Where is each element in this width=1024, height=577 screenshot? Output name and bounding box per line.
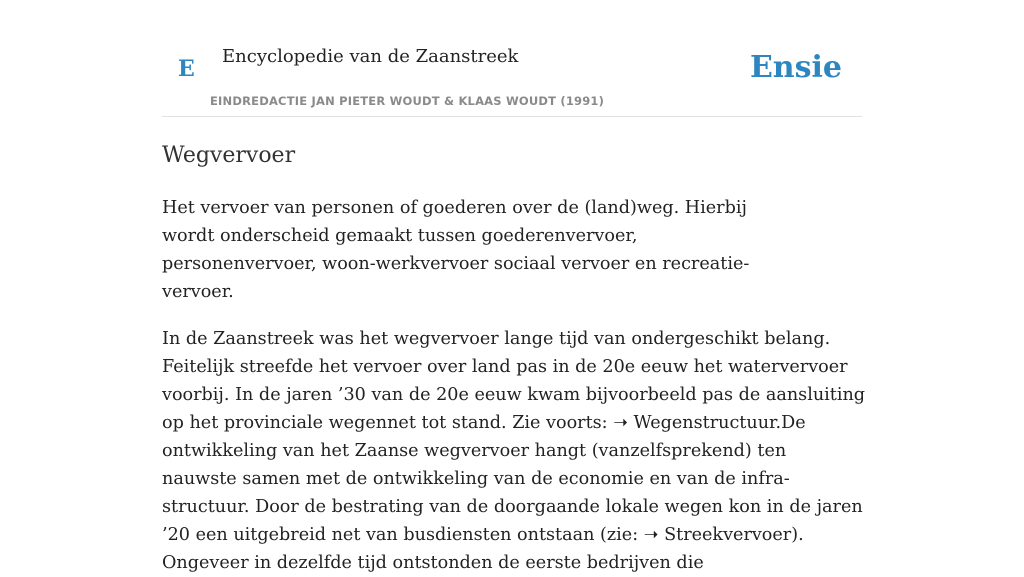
article-title: Wegvervoer [162, 143, 296, 168]
paragraph-2-text-3: ). Ongeveer in dezelfde tijd ontstonden de eerste bedrijven die [162, 525, 804, 573]
paragraph-2-text-2: .De ontwikkeling van het Zaanse wegvervoer hangt (vanzelfsprekend) ten nauwste samen met de ontwikkeling van de economie en van de infra-structuur. Door de bestrating van de doorgaande lokale wegen kon in de jaren ’20 een uitgebreid net van busdiensten ontstaan (zie: [162, 413, 863, 545]
paragraph-2-text-1: In de Zaanstreek was het wegvervoer lange tijd van ondergeschikt belang. Feitelijk streefde het vervoer over land pas in de 20e eeuw het watervervoer voorbij. In de jaren ’30 van de 20e eeuw kwam bijvoorbeeld pas de aansluiting op het provinciale wegennet tot stand. Zie voorts: [162, 329, 866, 433]
ensie-brand-logo[interactable]: Ensie [749, 50, 842, 85]
arrow-right-icon: ➝ [643, 525, 659, 545]
publication-title[interactable]: Encyclopedie van de Zaanstreek [222, 46, 519, 67]
publication-editors: EINDREDACTIE JAN PIETER WOUDT & KLAAS WOUDT (1991) [210, 94, 605, 108]
article-paragraph-2 [162, 325, 866, 577]
link-streekvervoer-label: Streekvervoer [664, 525, 792, 545]
article-paragraph-1: Het vervoer van personen of goederen over de (land)weg. Hierbij wordt onderscheid gemaakt tussen goederenvervoer, personenvervoer, woon-werkvervoer sociaal vervoer en recreatie-vervoer. [162, 198, 750, 302]
link-wegenstructuur[interactable] [613, 413, 775, 433]
publication-header [162, 0, 862, 117]
page-content [162, 0, 866, 577]
link-streekvervoer[interactable] [644, 525, 791, 545]
publication-logo[interactable]: E [178, 56, 195, 82]
link-wegenstructuur-label: Wegenstructuur [633, 413, 776, 433]
arrow-right-icon: ➝ [613, 413, 628, 433]
